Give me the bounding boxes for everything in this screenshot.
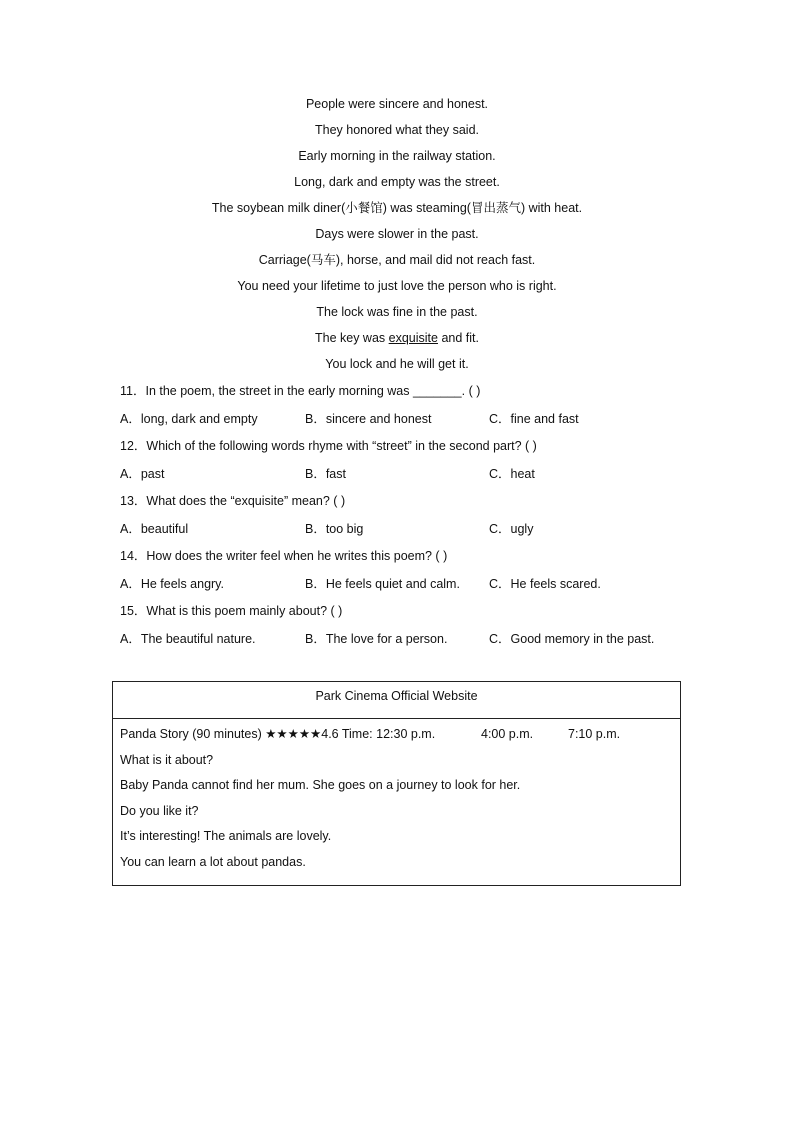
- cinema-box: [112, 681, 681, 886]
- question-11-options: [120, 409, 680, 437]
- option-c: C．heat: [489, 466, 535, 481]
- cinema-text-line: Baby Panda cannot find her mum. She goes on a journey to look for her.: [120, 778, 521, 793]
- exquisite-word: exquisite: [388, 331, 438, 345]
- cinema-body: [113, 719, 680, 878]
- showtime-2: 4:00 p.m.: [481, 727, 534, 741]
- poem-line: The lock was fine in the past.: [316, 305, 478, 319]
- movie-info-line: [120, 724, 680, 750]
- option-b: B．He feels quiet and calm.: [305, 576, 460, 591]
- cinema-title: Park Cinema Official Website: [113, 682, 680, 719]
- key-line-after: and fit.: [437, 331, 479, 345]
- option-a: A．long, dark and empty: [120, 411, 258, 426]
- questions: [120, 381, 680, 656]
- question-11-stem: 11．In the poem, the street in the early morning was _______. ( ): [120, 384, 481, 398]
- question-12-options: [120, 464, 680, 492]
- option-a: A．He feels angry.: [120, 576, 224, 591]
- option-a: A．past: [120, 466, 165, 481]
- key-line-before: The key was: [315, 331, 389, 345]
- movie-info: Panda Story (90 minutes) ★★★★★4.6 Time: 12:30 p.m.: [120, 727, 436, 741]
- poem-line: They honored what they said.: [315, 123, 479, 137]
- showtime-3: 7:10 p.m.: [568, 727, 621, 741]
- cinema-text-line: You can learn a lot about pandas.: [120, 854, 306, 869]
- poem-line: Carriage(马车), horse, and mail did not reach fast.: [258, 253, 536, 267]
- poem-line: Days were slower in the past.: [315, 227, 479, 241]
- option-b: B．fast: [305, 466, 346, 481]
- question-15-options: [120, 629, 680, 657]
- poem-line: You lock and he will get it.: [325, 357, 469, 371]
- question-15-stem: 15．What is this poem mainly about? ( ): [120, 604, 343, 618]
- option-b: B．The love for a person.: [305, 631, 448, 646]
- option-b: B．too big: [305, 521, 364, 536]
- option-c: C．fine and fast: [489, 411, 579, 426]
- cinema-text-line: What is it about?: [120, 752, 214, 767]
- poem-line-key: [0, 328, 794, 354]
- poem-line: Long, dark and empty was the street.: [294, 175, 500, 189]
- poem-line: The soybean milk diner(小餐馆) was steaming(冒出蒸气) with heat.: [211, 201, 583, 215]
- option-b: B．sincere and honest: [305, 411, 432, 426]
- cinema-text-line: Do you like it?: [120, 803, 199, 818]
- option-a: A．The beautiful nature.: [120, 631, 256, 646]
- poem-line: Early morning in the railway station.: [298, 149, 496, 163]
- option-c: C．ugly: [489, 521, 534, 536]
- question-13-options: [120, 519, 680, 547]
- question-14-stem: 14．How does the writer feel when he writes this poem? ( ): [120, 549, 448, 563]
- option-c: C．Good memory in the past.: [489, 631, 655, 646]
- cinema-text-line: It’s interesting! The animals are lovely.: [120, 829, 332, 844]
- question-13-stem: 13．What does the “exquisite” mean? ( ): [120, 494, 346, 508]
- option-c: C．He feels scared.: [489, 576, 601, 591]
- poem: [0, 94, 794, 380]
- question-14-options: [120, 574, 680, 602]
- question-12-stem: 12．Which of the following words rhyme with “street” in the second part? ( ): [120, 439, 537, 453]
- option-a: A．beautiful: [120, 521, 189, 536]
- poem-line: You need your lifetime to just love the person who is right.: [237, 279, 557, 293]
- poem-line: People were sincere and honest.: [305, 97, 489, 111]
